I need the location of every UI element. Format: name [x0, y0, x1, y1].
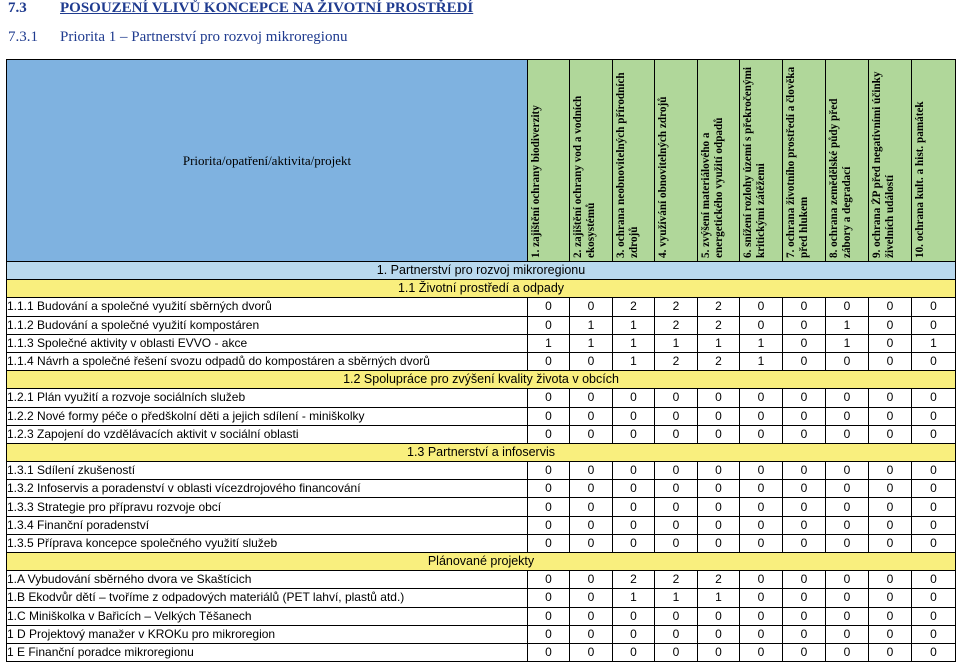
impact-value: 0 [912, 625, 956, 643]
impact-value: 0 [528, 625, 570, 643]
impact-value: 0 [655, 607, 698, 625]
column-header [912, 60, 956, 262]
impact-value: 0 [826, 462, 869, 480]
impact-value: 0 [783, 498, 826, 516]
activity-label: 1.1.4 Návrh a společné řešení svozu odpadů do kompostáren a sběrných dvorů [7, 352, 528, 370]
table-row [7, 407, 956, 425]
impact-value: 0 [783, 571, 826, 589]
impact-value: 0 [528, 643, 570, 661]
impact-value: 0 [613, 534, 655, 552]
impact-value: 0 [783, 625, 826, 643]
impact-value: 0 [869, 516, 912, 534]
column-header-label: 2. zajištění ochrany vod a vodních ekosystémů [572, 95, 597, 258]
table-row [7, 607, 956, 625]
activity-label: 1.2.1 Plán využití a rozvoje sociálních služeb [7, 389, 528, 407]
impact-value: 2 [698, 352, 740, 370]
impact-value: 1 [613, 589, 655, 607]
impact-value: 1 [698, 334, 740, 352]
impact-value: 0 [655, 425, 698, 443]
impact-value: 0 [783, 607, 826, 625]
impact-value: 0 [740, 389, 783, 407]
impact-value: 0 [912, 607, 956, 625]
impact-value: 0 [698, 534, 740, 552]
activity-label: 1.1.2 Budování a společné využití kompostáren [7, 316, 528, 334]
impact-value: 0 [783, 425, 826, 443]
impact-value: 0 [740, 607, 783, 625]
activity-label: 1.3.2 Infoservis a poradenství v oblasti vícezdrojového financování [7, 480, 528, 498]
impact-value: 1 [740, 334, 783, 352]
impact-value: 2 [698, 571, 740, 589]
table-row [7, 316, 956, 334]
column-header-label: 3. ochrana neobnovitelných přírodních zdrojů [615, 72, 640, 258]
impact-value: 0 [570, 643, 613, 661]
measure-row [7, 371, 956, 389]
impact-value: 0 [740, 643, 783, 661]
activity-label: 1.3.5 Příprava koncepce společného využití služeb [7, 534, 528, 552]
impact-value: 0 [740, 625, 783, 643]
subsection-heading [8, 29, 347, 46]
table-row [7, 589, 956, 607]
impact-value: 0 [570, 625, 613, 643]
impact-value: 0 [528, 462, 570, 480]
impact-value: 0 [698, 607, 740, 625]
table-row [7, 516, 956, 534]
impact-value: 1 [698, 589, 740, 607]
impact-value: 0 [826, 425, 869, 443]
impact-value: 0 [528, 480, 570, 498]
impact-value: 0 [528, 498, 570, 516]
impact-value: 0 [826, 498, 869, 516]
column-header [740, 60, 783, 262]
impact-value: 2 [613, 298, 655, 316]
impact-value: 0 [528, 534, 570, 552]
impact-value: 0 [912, 389, 956, 407]
impact-value: 0 [869, 498, 912, 516]
table-row [7, 571, 956, 589]
table-row [7, 498, 956, 516]
impact-value: 0 [826, 607, 869, 625]
impact-value: 0 [826, 534, 869, 552]
activity-label: 1.3.4 Finanční poradenství [7, 516, 528, 534]
activity-label: 1.1.3 Společné aktivity v oblasti EVVO - akce [7, 334, 528, 352]
impact-value: 0 [613, 607, 655, 625]
impact-value: 0 [826, 516, 869, 534]
impact-value: 0 [528, 316, 570, 334]
impact-value: 0 [655, 462, 698, 480]
impact-value: 0 [783, 516, 826, 534]
impact-value: 0 [570, 352, 613, 370]
impact-value: 0 [912, 407, 956, 425]
activity-label: 1.C Miniškolka v Bařicích – Velkých Těšanech [7, 607, 528, 625]
impact-value: 0 [570, 389, 613, 407]
impact-value: 0 [655, 534, 698, 552]
impact-value: 0 [826, 625, 869, 643]
impact-value: 0 [826, 571, 869, 589]
impact-value: 0 [570, 534, 613, 552]
impact-value: 0 [698, 407, 740, 425]
column-header [698, 60, 740, 262]
activity-label: 1 D Projektový manažer v KROKu pro mikroregion [7, 625, 528, 643]
impact-value: 0 [698, 498, 740, 516]
measure-label: 1.1 Životní prostředí a odpady [7, 280, 956, 298]
impact-value: 0 [655, 625, 698, 643]
impact-value: 0 [826, 389, 869, 407]
impact-value: 0 [869, 643, 912, 661]
impact-value: 0 [570, 498, 613, 516]
column-header [655, 60, 698, 262]
impact-value: 1 [528, 334, 570, 352]
impact-value: 0 [570, 462, 613, 480]
column-header-label: 8. ochrana zemědělské půdy před zábory a degradací [828, 98, 853, 258]
impact-value: 0 [740, 298, 783, 316]
impact-value: 0 [570, 571, 613, 589]
impact-value: 0 [912, 425, 956, 443]
impact-value: 0 [869, 480, 912, 498]
impact-value: 0 [613, 498, 655, 516]
impact-value: 0 [869, 407, 912, 425]
column-header [869, 60, 912, 262]
impact-value: 2 [655, 352, 698, 370]
impact-value: 0 [570, 516, 613, 534]
impact-value: 0 [655, 516, 698, 534]
impact-value: 0 [783, 352, 826, 370]
table-row [7, 643, 956, 661]
impact-value: 2 [698, 298, 740, 316]
impact-value: 0 [740, 462, 783, 480]
column-header-label: 5. zvýšení materiálového a energetického využití odpadů [700, 117, 725, 258]
table-row [7, 352, 956, 370]
impact-value: 2 [655, 298, 698, 316]
impact-value: 0 [912, 498, 956, 516]
impact-value: 1 [613, 334, 655, 352]
impact-value: 0 [869, 334, 912, 352]
impact-value: 0 [528, 516, 570, 534]
column-header-label: 9. ochrana ŽP před negativními účinky živelních událostí [871, 71, 896, 258]
planned-projects-row [7, 553, 956, 571]
impact-value: 1 [655, 334, 698, 352]
impact-value: 2 [698, 316, 740, 334]
impact-value: 0 [740, 516, 783, 534]
impact-value: 0 [912, 352, 956, 370]
impact-value: 0 [783, 389, 826, 407]
impact-value: 0 [912, 589, 956, 607]
impact-value: 0 [869, 462, 912, 480]
impact-value: 0 [570, 589, 613, 607]
impact-value: 1 [826, 334, 869, 352]
impact-value: 0 [783, 462, 826, 480]
impact-value: 0 [869, 589, 912, 607]
impact-value: 1 [826, 316, 869, 334]
subsection-title: Priorita 1 – Partnerství pro rozvoj mikroregionu [60, 29, 348, 45]
impact-value: 2 [613, 571, 655, 589]
header-row [7, 60, 956, 262]
impact-matrix-table [6, 59, 956, 662]
impact-value: 0 [912, 298, 956, 316]
measure-label: 1.2 Spolupráce pro zvýšení kvality života v obcích [7, 371, 956, 389]
impact-value: 0 [613, 643, 655, 661]
table-row [7, 462, 956, 480]
activity-label: 1.A Vybudování sběrného dvora ve Skaštícich [7, 571, 528, 589]
table-row [7, 480, 956, 498]
column-header-label: 4. využívání obnovitelných zdrojů [657, 96, 669, 258]
impact-value: 0 [655, 407, 698, 425]
impact-value: 0 [698, 389, 740, 407]
impact-value: 2 [655, 316, 698, 334]
impact-value: 0 [783, 407, 826, 425]
impact-value: 1 [655, 589, 698, 607]
table-row [7, 389, 956, 407]
impact-value: 0 [528, 389, 570, 407]
section-number: 7.3 [8, 0, 27, 16]
activity-label: 1.2.2 Nové formy péče o předškolní děti a jejich sdílení - miniškolky [7, 407, 528, 425]
impact-value: 0 [698, 462, 740, 480]
impact-value: 1 [570, 316, 613, 334]
impact-value: 0 [570, 298, 613, 316]
impact-value: 0 [613, 625, 655, 643]
impact-value: 0 [655, 480, 698, 498]
impact-value: 0 [698, 643, 740, 661]
column-header [613, 60, 655, 262]
impact-value: 0 [613, 407, 655, 425]
impact-value: 0 [826, 480, 869, 498]
impact-value: 0 [613, 425, 655, 443]
impact-value: 1 [912, 334, 956, 352]
impact-value: 0 [826, 643, 869, 661]
impact-value: 0 [912, 316, 956, 334]
section-heading [8, 0, 473, 17]
impact-value: 0 [528, 407, 570, 425]
impact-value: 0 [783, 643, 826, 661]
measure-row [7, 280, 956, 298]
impact-value: 0 [570, 607, 613, 625]
impact-value: 0 [869, 607, 912, 625]
impact-value: 0 [740, 534, 783, 552]
impact-value: 0 [826, 407, 869, 425]
impact-value: 1 [570, 334, 613, 352]
impact-value: 0 [698, 425, 740, 443]
activity-label: 1 E Finanční poradce mikroregionu [7, 643, 528, 661]
table-row [7, 425, 956, 443]
measure-row [7, 443, 956, 461]
impact-value: 0 [613, 462, 655, 480]
column-header [783, 60, 826, 262]
impact-value: 0 [783, 534, 826, 552]
impact-value: 0 [826, 298, 869, 316]
impact-value: 0 [528, 607, 570, 625]
impact-value: 0 [740, 316, 783, 334]
impact-value: 0 [869, 571, 912, 589]
column-header [826, 60, 869, 262]
impact-value: 0 [869, 316, 912, 334]
impact-value: 0 [528, 425, 570, 443]
subsection-number: 7.3.1 [8, 29, 38, 45]
table-row [7, 625, 956, 643]
impact-value: 0 [655, 643, 698, 661]
impact-value: 0 [826, 589, 869, 607]
impact-value: 0 [783, 334, 826, 352]
priority-row [7, 262, 956, 280]
impact-value: 0 [698, 625, 740, 643]
activity-label: 1.1.1 Budování a společné využití sběrných dvorů [7, 298, 528, 316]
impact-value: 1 [613, 352, 655, 370]
corner-label: Priorita/opatření/aktivita/projekt [7, 60, 528, 262]
impact-value: 0 [740, 425, 783, 443]
impact-value: 0 [912, 516, 956, 534]
impact-value: 0 [783, 298, 826, 316]
impact-value: 0 [740, 571, 783, 589]
impact-value: 0 [740, 498, 783, 516]
impact-value: 0 [869, 625, 912, 643]
impact-value: 0 [869, 352, 912, 370]
impact-value: 0 [655, 498, 698, 516]
impact-value: 0 [740, 407, 783, 425]
impact-value: 0 [528, 589, 570, 607]
impact-value: 0 [570, 425, 613, 443]
impact-value: 0 [869, 389, 912, 407]
table-row [7, 298, 956, 316]
impact-value: 0 [912, 480, 956, 498]
table-body [7, 262, 956, 662]
impact-value: 0 [528, 571, 570, 589]
column-header-label: 7. ochrana životního prostředí a člověka před hlukem [785, 66, 810, 258]
impact-value: 0 [698, 516, 740, 534]
impact-value: 0 [783, 589, 826, 607]
impact-value: 0 [826, 352, 869, 370]
impact-value: 1 [740, 352, 783, 370]
impact-value: 0 [869, 298, 912, 316]
impact-value: 1 [613, 316, 655, 334]
column-header [570, 60, 613, 262]
impact-value: 0 [613, 516, 655, 534]
impact-value: 0 [613, 480, 655, 498]
priority-label: 1. Partnerství pro rozvoj mikroregionu [7, 262, 956, 280]
column-header-label: 6. snížení rozlohy území s překročenými kritickými zátěžemi [742, 66, 767, 258]
activity-label: 1.3.1 Sdílení zkušeností [7, 462, 528, 480]
section-title: POSOUZENÍ VLIVŮ KONCEPCE NA ŽIVOTNÍ PROSTŘEDÍ [60, 0, 474, 16]
impact-value: 0 [783, 480, 826, 498]
measure-label: 1.3 Partnerství a infoservis [7, 443, 956, 461]
impact-value: 0 [613, 389, 655, 407]
activity-label: 1.2.3 Zapojení do vzdělávacích aktivit v sociální oblasti [7, 425, 528, 443]
column-header [528, 60, 570, 262]
column-header-label: 1. zajištění ochrany biodiverzity [530, 105, 542, 258]
planned-projects-label: Plánované projekty [7, 553, 956, 571]
impact-value: 0 [698, 480, 740, 498]
table-row [7, 334, 956, 352]
impact-value: 0 [528, 298, 570, 316]
impact-value: 0 [655, 389, 698, 407]
impact-value: 0 [912, 643, 956, 661]
column-header-label: 10. ochrana kult. a hist. památek [914, 101, 926, 258]
impact-value: 0 [912, 462, 956, 480]
impact-value: 0 [740, 589, 783, 607]
impact-value: 0 [783, 316, 826, 334]
activity-label: 1.B Ekodvůr dětí – tvoříme z odpadových materiálů (PET lahví, plastů atd.) [7, 589, 528, 607]
impact-value: 0 [528, 352, 570, 370]
impact-value: 0 [869, 425, 912, 443]
impact-value: 0 [912, 571, 956, 589]
activity-label: 1.3.3 Strategie pro přípravu rozvoje obcí [7, 498, 528, 516]
impact-value: 0 [570, 480, 613, 498]
impact-value: 0 [740, 480, 783, 498]
impact-value: 0 [570, 407, 613, 425]
impact-value: 0 [869, 534, 912, 552]
impact-value: 2 [655, 571, 698, 589]
table-row [7, 534, 956, 552]
impact-value: 0 [912, 534, 956, 552]
